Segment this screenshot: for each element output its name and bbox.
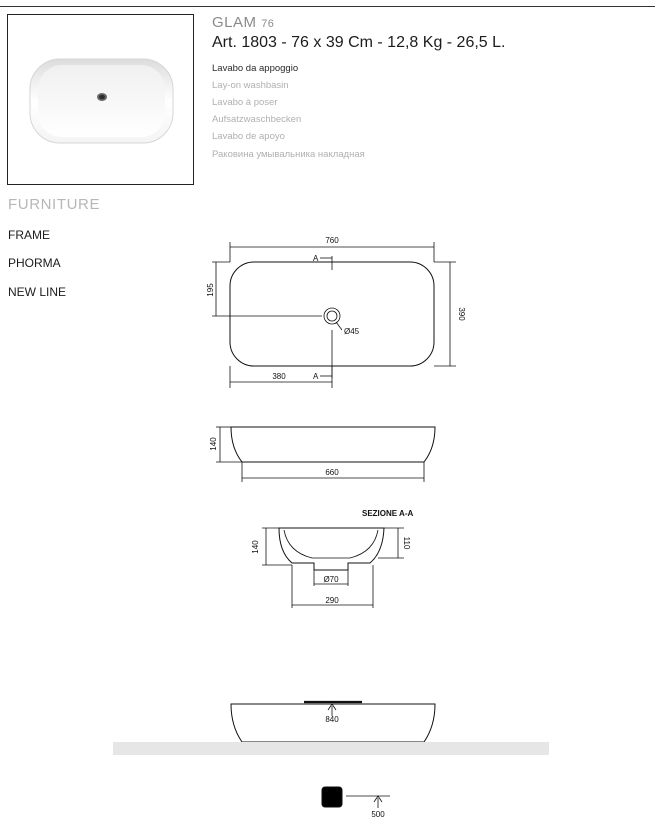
dim-center-height: 840	[325, 715, 339, 724]
description-es: Lavabo de apoyo	[212, 131, 285, 142]
description-it: Lavabo da appoggio	[212, 63, 299, 74]
section-marker-top: A	[313, 254, 319, 263]
section-title: SEZIONE A-A	[362, 509, 414, 518]
section-marker-bottom: A	[313, 372, 319, 381]
dim-drain-offset: 195	[206, 283, 215, 297]
dim-depth: 390	[457, 307, 466, 321]
top-view	[212, 242, 456, 388]
dim-side-height: 140	[209, 437, 218, 451]
dim-section-height: 140	[251, 540, 260, 554]
dim-width: 760	[325, 236, 339, 245]
dim-basin-depth: 110	[402, 536, 411, 550]
sidebar-item-new-line[interactable]: NEW LINE	[8, 285, 67, 299]
description-fr: Lavabo à poser	[212, 97, 278, 108]
furniture-heading: FURNITURE	[8, 196, 101, 213]
dim-side-base: 660	[325, 468, 339, 477]
description-de: Aufsatzwaschbecken	[212, 114, 302, 125]
product-name: GLAM	[212, 14, 257, 31]
sidebar-item-frame[interactable]: FRAME	[8, 228, 50, 242]
dim-section-base: 290	[325, 596, 339, 605]
dim-waste-distance: 500	[371, 810, 385, 819]
dim-drain-diameter: Ø45	[344, 327, 360, 336]
article-spec: Art. 1803 - 76 x 39 Cm - 12,8 Kg - 26,5 L.	[212, 34, 506, 51]
product-model-number: 76	[261, 18, 275, 30]
description-ru: Раковина умывальника накладная	[212, 149, 365, 160]
countertop	[113, 742, 549, 755]
dim-drain-x: 380	[272, 372, 286, 381]
waste-outlet-symbol	[322, 787, 342, 807]
sidebar-item-phorma[interactable]: PHORMA	[8, 256, 61, 270]
dim-outlet-diameter: Ø70	[323, 575, 339, 584]
description-en: Lay-on washbasin	[212, 80, 289, 91]
